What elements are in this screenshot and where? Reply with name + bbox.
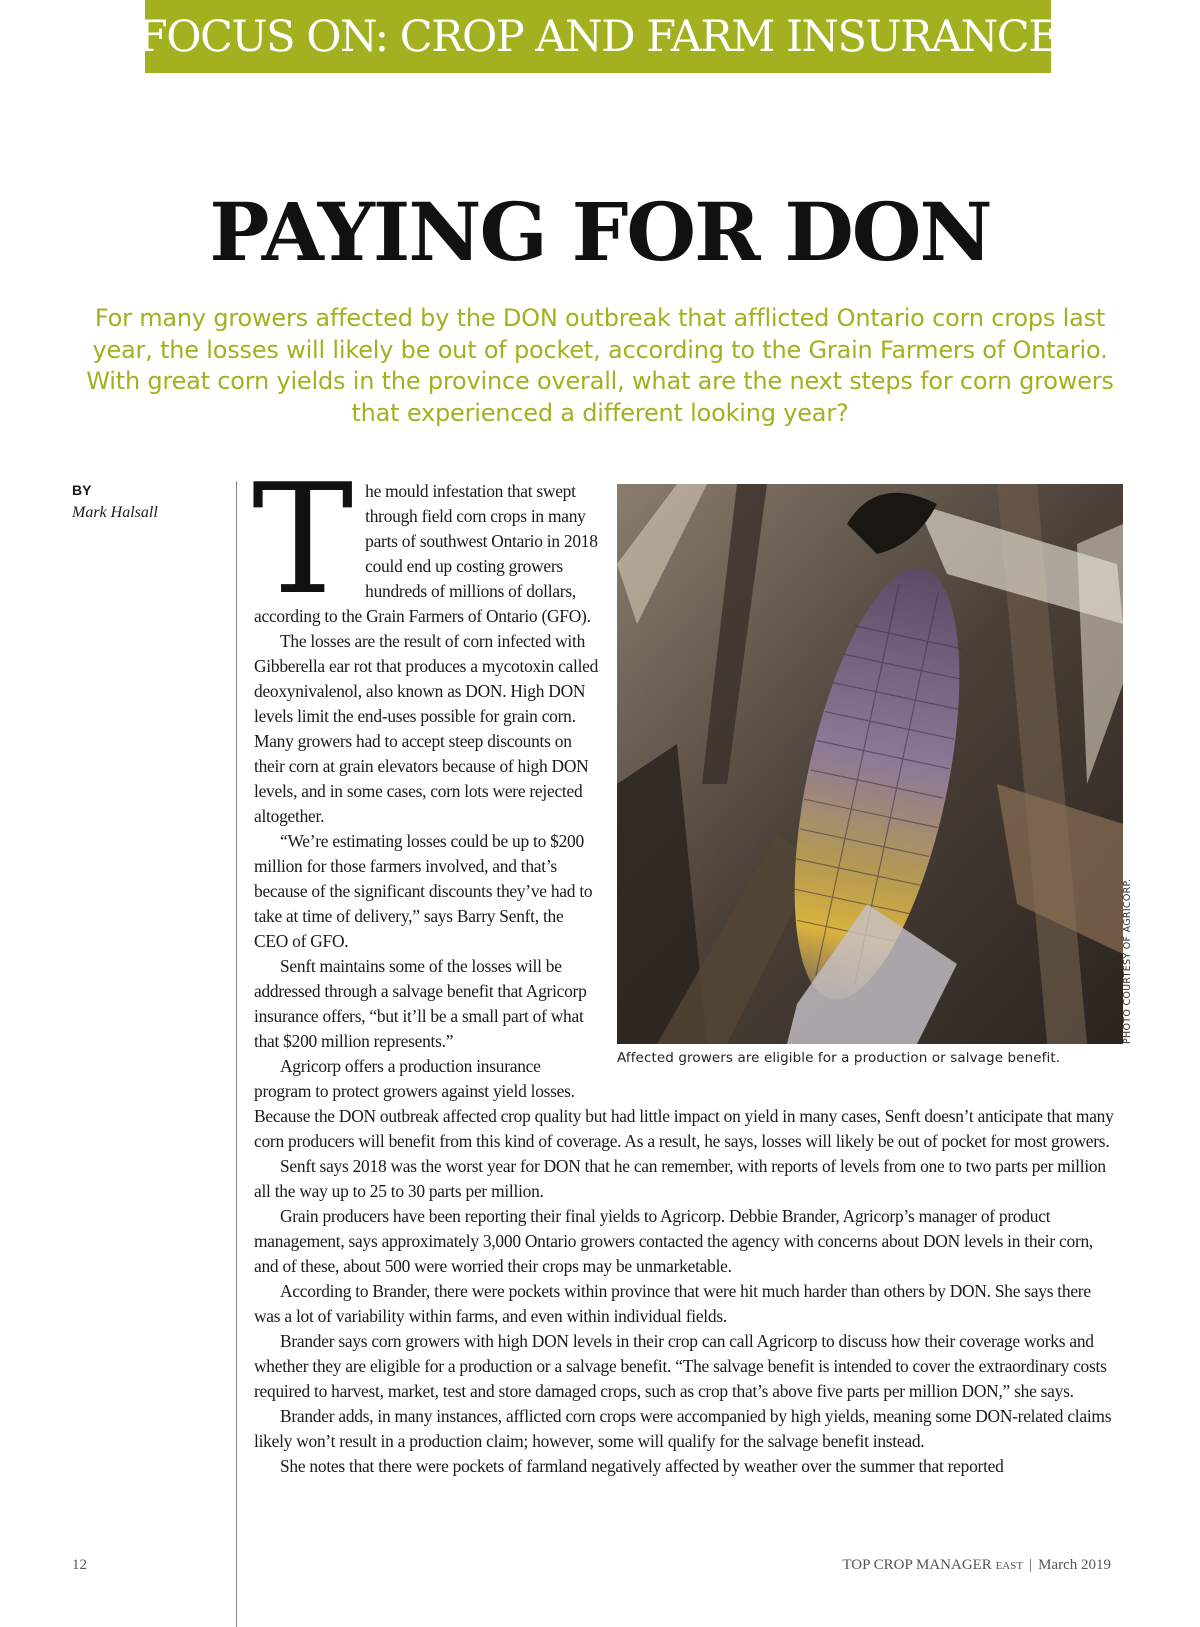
article-paragraph: According to Brander, there were pockets within province that were hit much harder than others by DON. She says there was a lot of variability within farms, and even within individual fields. (254, 1281, 1091, 1326)
article-paragraph: Agricorp offers a production insurance program to protect growers against yield losses. Because the DON outbreak affected crop quality but had little impact on yield in many cases, Senft doesn’t anticipate that many corn producers will benefit from this kind of coverage. As a result, he says, losses will likely be out of pocket for most growers. (254, 1056, 1114, 1151)
article-paragraph: Brander adds, in many instances, afflicted corn crops were accompanied by high yields, meaning some DON-related claims likely won’t result in a production claim; however, some will qualify for the salvage benefit instead. (254, 1406, 1112, 1451)
byline-author: Mark Halsall (72, 504, 158, 521)
section-banner (137, 0, 1059, 73)
article-paragraph: Senft says 2018 was the worst year for DON that he can remember, with reports of levels from one to two parts per million all the way up to 25 to 30 parts per million. (254, 1156, 1106, 1201)
article-paragraph: She notes that there were pockets of farmland negatively affected by weather over the summer that reported (280, 1456, 1004, 1476)
magazine-folio (842, 1557, 1111, 1574)
photo-caption: Affected growers are eligible for a production or salvage benefit. (617, 1050, 1061, 1066)
article-paragraph: The losses are the result of corn infected with Gibberella ear rot that produces a mycotoxin called deoxynivalenol, also known as DON. High DON levels limit the end-uses possible for grain corn. Many growers had to accept steep discounts on their corn at grain elevators because of high DON levels, and in some cases, corn lots were rejected altogether. (254, 631, 599, 826)
section-banner-text: FOCUS ON: CROP AND FARM INSURANCE (137, 11, 1059, 62)
article-deck: For many growers affected by the DON outbreak that afflicted Ontario corn crops last year, the losses will likely be out of pocket, according to the Grain Farmers of Ontario. With great corn yields in the province overall, what are the next steps for corn growers that experienced a different looking year? (86, 304, 1114, 427)
magazine-name: TOP CROP MANAGER (842, 1557, 992, 1573)
corn-ear-photo (617, 484, 1123, 1044)
photo-credit: PHOTO COURTESY OF AGRICORP. (1122, 878, 1133, 1044)
issue-date: March 2019 (1038, 1557, 1111, 1573)
byline-label: BY (72, 482, 92, 498)
article-paragraph: “We’re estimating losses could be up to $200 million for those farmers involved, and that’s because of the significant discounts they’ve had to take at time of delivery,” says Barry Senft, the CEO of GFO. (254, 831, 593, 951)
column-divider (236, 481, 237, 1627)
drop-cap: T (252, 451, 354, 628)
lead-text: he mould infestation that swept through field corn crops in many parts of southwest Ontario in 2018 could end up costing growers hundreds of millions of dollars, according to the Grain Farmers of Ontario (GFO). (254, 481, 598, 626)
article-paragraph: Grain producers have been reporting their final yields to Agricorp. Debbie Brander, Agricorp’s manager of product management, says approximately 3,000 Ontario growers contacted the agency with concerns about DON levels in their corn, and of these, about 500 were worried their crops may be unmarketable. (254, 1206, 1094, 1276)
article-paragraph: Brander says corn growers with high DON levels in their crop can call Agricorp to discuss how their coverage works and whether they are eligible for a production or a salvage benefit. “The salvage benefit is intended to cover the extraordinary costs required to harvest, market, test and store damaged crops, such as crop that’s above five parts per million DON,” she says. (254, 1331, 1107, 1401)
article-headline: PAYING FOR DON (209, 185, 991, 279)
magazine-edition: EAST (995, 1560, 1024, 1572)
article-paragraph: Senft maintains some of the losses will be addressed through a salvage benefit that Agricorp insurance offers, “but it’ll be a small part of what that $200 million represents.” (254, 956, 587, 1051)
folio-separator: | (1029, 1557, 1033, 1573)
page-number: 12 (72, 1557, 87, 1573)
